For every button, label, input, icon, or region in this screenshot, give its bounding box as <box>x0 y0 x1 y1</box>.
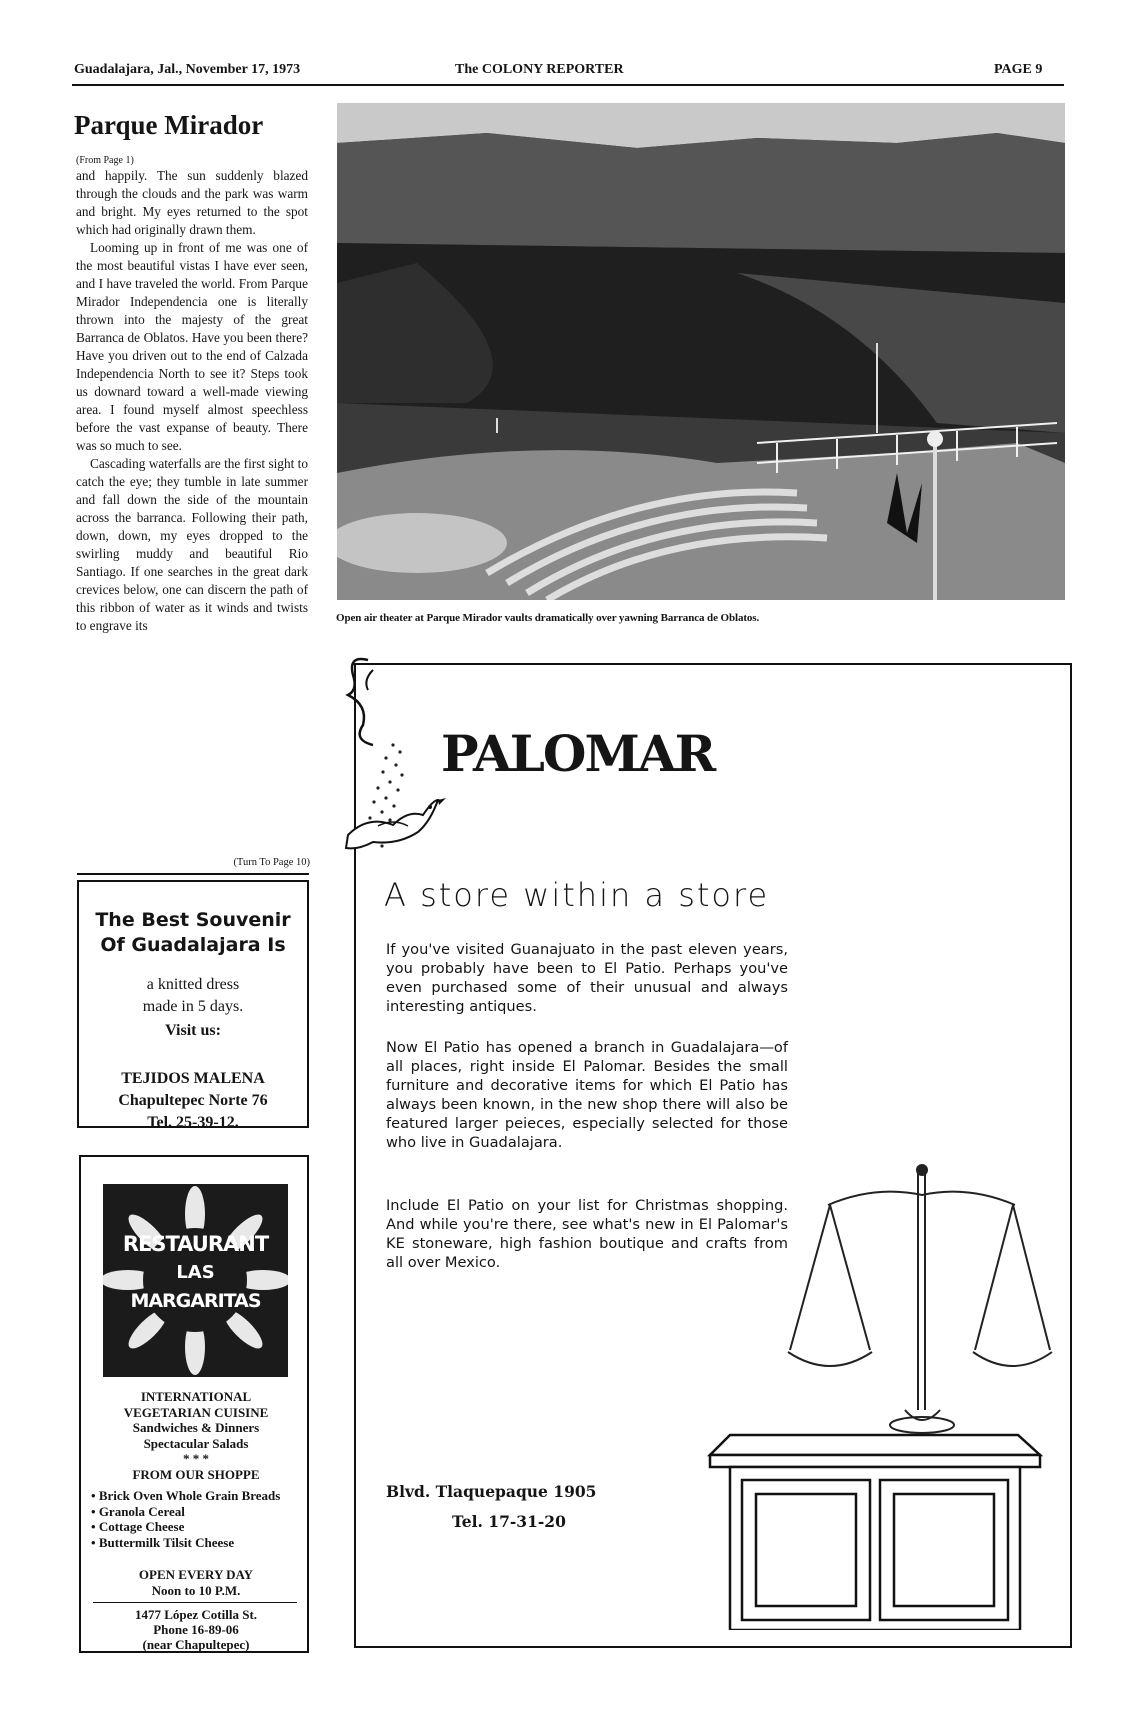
article-paragraph-3: Cascading waterfalls are the first sight to catch the eye; they tumble in late summer and fall down the side of the mountain across the barranca. Following their path, down, down, my eyes dropped to the swirling muddy and beautiful Rio Santiago. If one searches in the great dark crevices below, one can discern the path of this ribbon of water as it winds and twists to engrave its <box>76 456 308 633</box>
shoppe-item-list <box>91 1488 307 1550</box>
souvenir-title-line-1: The Best Souvenir <box>95 909 291 931</box>
page-number: PAGE 9 <box>994 62 1043 77</box>
palomar-tel: Tel. 17-31-20 <box>452 1512 566 1531</box>
shop-name: TEJIDOS MALENA <box>121 1070 265 1087</box>
souvenir-line-1: a knitted dress <box>146 976 240 993</box>
article-paragraph-2: Looming up in front of me was one of the most beautiful vistas I have ever seen, and I have traveled the world. From Parque Mirador Independencia one is literally thrown into the majesty of the great Barranca de Oblatos. Have you been there? Have you driven out to the end of Calzada Independencia North to see it? Steps took us downard toward a well-made viewing area. I found myself almost speechless before the vast expanse of beauty. There was so much to see. <box>76 240 308 453</box>
palomar-paragraph-2: Now El Patio has opened a branch in Guadalajara—of all places, right inside El Palomar. Besides the small furniture and decorative items for which El Patio has always been known, in the new shop there will also be featured larger peieces, especially selected for those who live in Guadalajara. <box>386 1039 788 1151</box>
dateline: Guadalajara, Jal., November 17, 1973 <box>74 62 301 77</box>
article-body <box>76 167 308 635</box>
page-header <box>0 0 1133 90</box>
stars-divider: * * * <box>183 1451 209 1466</box>
continued-from: (From Page 1) <box>76 155 134 166</box>
header-rule <box>72 84 1064 86</box>
dove-icon <box>338 650 458 865</box>
list-item: • Brick Oven Whole Grain Breads <box>91 1488 307 1504</box>
address-line: 1477 López Cotilla St. <box>134 1607 258 1622</box>
barranca-photo <box>337 103 1065 600</box>
cuisine-line-2: VEGETARIAN CUISINE <box>123 1404 269 1420</box>
shoppe-heading: FROM OUR SHOPPE <box>132 1466 260 1482</box>
shop-street: Chapultepec Norte 76 <box>118 1092 268 1109</box>
phone-line: Phone 16-89-06 <box>153 1622 239 1637</box>
newspaper-name: The COLONY REPORTER <box>455 62 624 77</box>
cuisine-line-1: INTERNATIONAL <box>140 1389 252 1404</box>
logo-line-1: RESTAURANT <box>122 1232 269 1256</box>
souvenir-ad <box>77 880 309 1131</box>
photo-illustration <box>337 103 1065 600</box>
restaurant-address <box>83 1607 309 1652</box>
hours-line: Noon to 10 P.M. <box>151 1582 241 1598</box>
list-item: • Granola Cereal <box>91 1504 307 1520</box>
restaurant-rule <box>93 1602 297 1603</box>
souvenir-ad-title <box>79 908 307 958</box>
logo-line-3: MARGARITAS <box>130 1290 261 1312</box>
palomar-slogan: A store within a store <box>384 876 770 914</box>
souvenir-visit: Visit us: <box>165 1022 221 1039</box>
palomar-logo: PALOMAR <box>441 724 715 783</box>
restaurant-ad <box>79 1155 309 1653</box>
salads-line: Spectacular Salads <box>143 1435 249 1451</box>
jump-line: (Turn To Page 10) <box>233 857 310 868</box>
souvenir-shop-info <box>79 1068 307 1134</box>
restaurant-cuisine <box>83 1389 309 1482</box>
palomar-address: Blvd. Tlaquepaque 1905 <box>386 1482 597 1501</box>
box-rule <box>77 873 309 875</box>
scale-and-cabinet-icon <box>700 1160 1060 1630</box>
souvenir-line-2: made in 5 days. <box>142 998 244 1015</box>
opening-hours <box>83 1567 309 1598</box>
palomar-paragraph-1: If you've visited Guanajuato in the past eleven years, you probably have been to El Patio. Perhaps you've even purchased some of their unusual and always interesting antiques. <box>386 941 788 1015</box>
article-paragraph-1: and happily. The sun suddenly blazed through the clouds and the park was warm and bright. My eyes returned to the spot which had originally drawn them. <box>76 168 308 237</box>
dishes-line: Sandwiches & Dinners <box>132 1420 260 1435</box>
logo-line-2: LAS <box>176 1262 215 1283</box>
souvenir-ad-body <box>79 974 307 1018</box>
photo-caption: Open air theater at Parque Mirador vaults dramatically over yawning Barranca de Oblatos. <box>336 612 760 624</box>
souvenir-title-line-2: Of Guadalajara Is <box>100 934 286 956</box>
list-item: • Cottage Cheese <box>91 1519 307 1535</box>
open-line: OPEN EVERY DAY <box>138 1567 254 1582</box>
near-line: (near Chapultepec) <box>142 1637 250 1652</box>
restaurant-logo <box>103 1184 288 1377</box>
palomar-paragraph-3: Include El Patio on your list for Christmas shopping. And while you're there, see what's new in El Palomar's KE stoneware, high fashion boutique and crafts from all over Mexico. <box>386 1197 788 1271</box>
article-headline: Parque Mirador <box>74 110 264 140</box>
shop-tel: Tel. 25-39-12. <box>147 1114 239 1131</box>
list-item: • Buttermilk Tilsit Cheese <box>91 1535 307 1551</box>
